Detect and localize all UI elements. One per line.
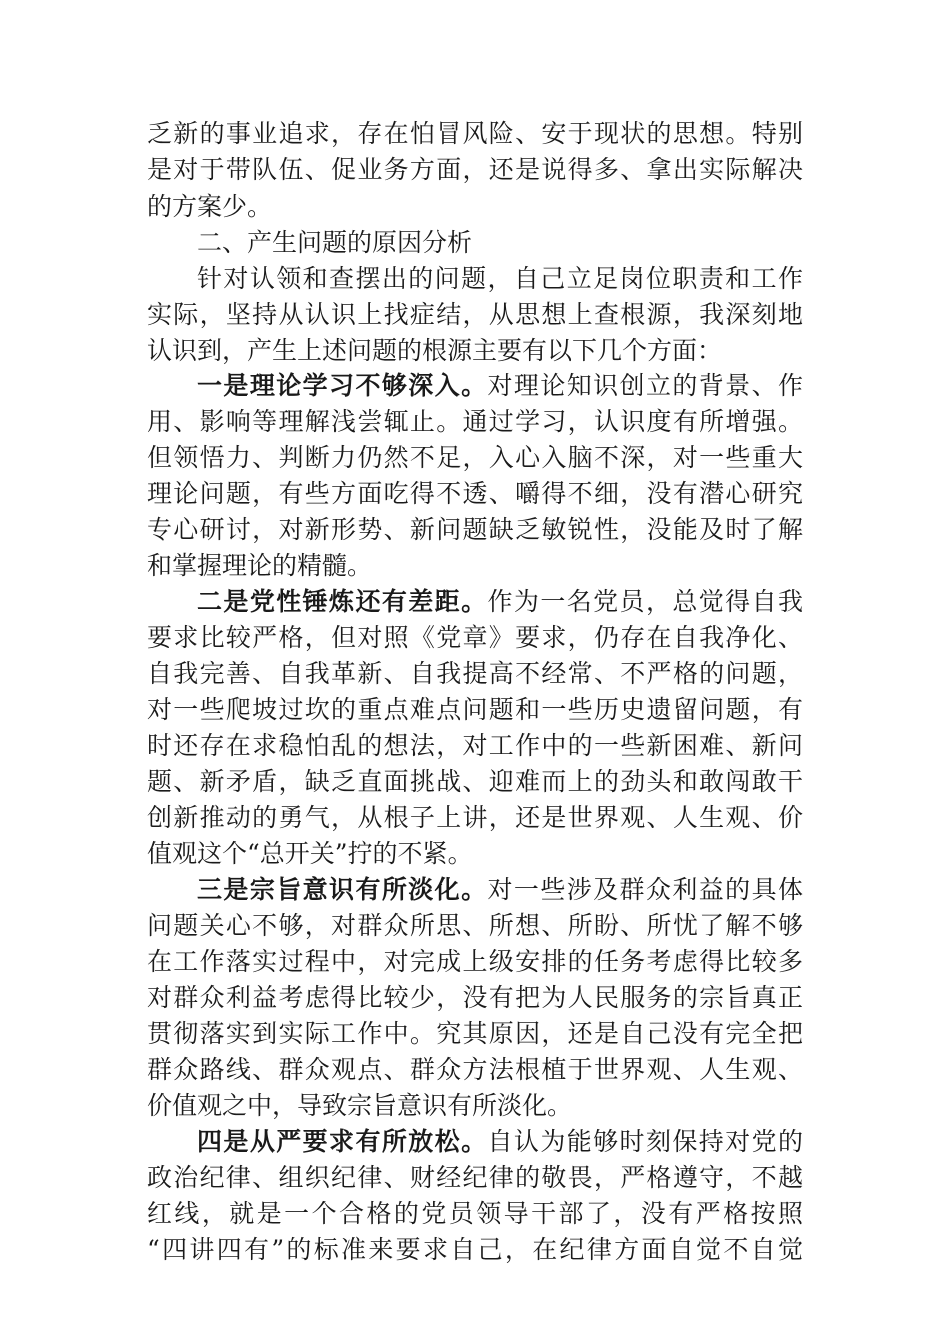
text-line: 值观这个“总开关”拧的不紧。 <box>147 839 473 868</box>
text-segment: 对理论知识创立的背景、作 <box>487 371 803 400</box>
text-segment: 作为一名党员，总觉得自我 <box>487 587 803 616</box>
text-line: 专心研讨，对新形势、新问题缺乏敏锐性，没能及时了解 <box>147 515 803 544</box>
text-line: 用、影响等理解浅尝辄止。通过学习，认识度有所增强。 <box>147 407 803 436</box>
text-line: 是对于带队伍、促业务方面，还是说得多、拿出实际解决 <box>147 155 803 184</box>
text-line: 政治纪律、组织纪律、财经纪律的敬畏，严格遵守，不越 <box>147 1163 803 1192</box>
point-heading: 一是理论学习不够深入。 <box>197 371 488 400</box>
text-line: 但领悟力、判断力仍然不足，入心入脑不深，对一些重大 <box>147 443 803 472</box>
paragraph-lead-line <box>197 1124 803 1160</box>
text-line: 题、新矛盾，缺乏直面挑战、迎难而上的劲头和敢闯敢干 <box>147 767 803 796</box>
text-line: 红线，就是一个合格的党员领导干部了，没有严格按照 <box>147 1199 803 1228</box>
text-line: 创新推动的勇气，从根子上讲，还是世界观、人生观、价 <box>147 803 803 832</box>
paragraph-lead-line <box>197 368 803 404</box>
text-line: 认识到，产生上述问题的根源主要有以下几个方面： <box>147 336 723 365</box>
paragraph-lead-line <box>197 584 803 620</box>
text-line: 乏新的事业追求，存在怕冒风险、安于现状的思想。特别 <box>147 119 803 148</box>
text-line: 对一些爬坡过坎的重点难点问题和一些历史遗留问题，有 <box>147 695 803 724</box>
text-line: 自我完善、自我革新、自我提高不经常、不严格的问题， <box>147 659 803 688</box>
text-line: 和掌握理论的精髓。 <box>147 551 373 580</box>
text-segment: 自认为能够时刻保持对党的 <box>487 1127 803 1156</box>
text-line: 价值观之中，导致宗旨意识有所淡化。 <box>147 1091 573 1120</box>
text-line: 实际，坚持从认识上找症结，从思想上查根源，我深刻地 <box>147 300 803 329</box>
section-heading: 二、产生问题的原因分析 <box>197 228 473 257</box>
text-line: 群众路线、群众观点、群众方法根植于世界观、人生观、 <box>147 1055 803 1084</box>
text-line: 问题关心不够，对群众所思、所想、所盼、所忧了解不够 <box>147 911 803 940</box>
text-line: “四讲四有”的标准来要求自己，在纪律方面自觉不自觉 <box>147 1235 803 1264</box>
paragraph-lead-line <box>197 872 803 908</box>
text-line: 的方案少。 <box>147 192 273 221</box>
text-line: 在工作落实过程中，对完成上级安排的任务考虑得比较多 <box>147 947 803 976</box>
point-heading: 四是从严要求有所放松。 <box>197 1127 488 1156</box>
text-line: 理论问题，有些方面吃得不透、嚼得不细，没有潜心研究 <box>147 479 803 508</box>
text-line: 贯彻落实到实际工作中。究其原因，还是自己没有完全把 <box>147 1019 803 1048</box>
point-heading: 二是党性锤炼还有差距。 <box>197 587 488 616</box>
text-line: 针对认领和查摆出的问题，自己立足岗位职责和工作 <box>197 264 803 293</box>
text-segment: 对一些涉及群众利益的具体 <box>487 875 803 904</box>
text-line: 对群众利益考虑得比较少，没有把为人民服务的宗旨真正 <box>147 983 803 1012</box>
point-heading: 三是宗旨意识有所淡化。 <box>197 875 488 904</box>
text-line: 时还存在求稳怕乱的想法，对工作中的一些新困难、新问 <box>147 731 803 760</box>
text-line: 要求比较严格，但对照《党章》要求，仍存在自我净化、 <box>147 623 803 652</box>
